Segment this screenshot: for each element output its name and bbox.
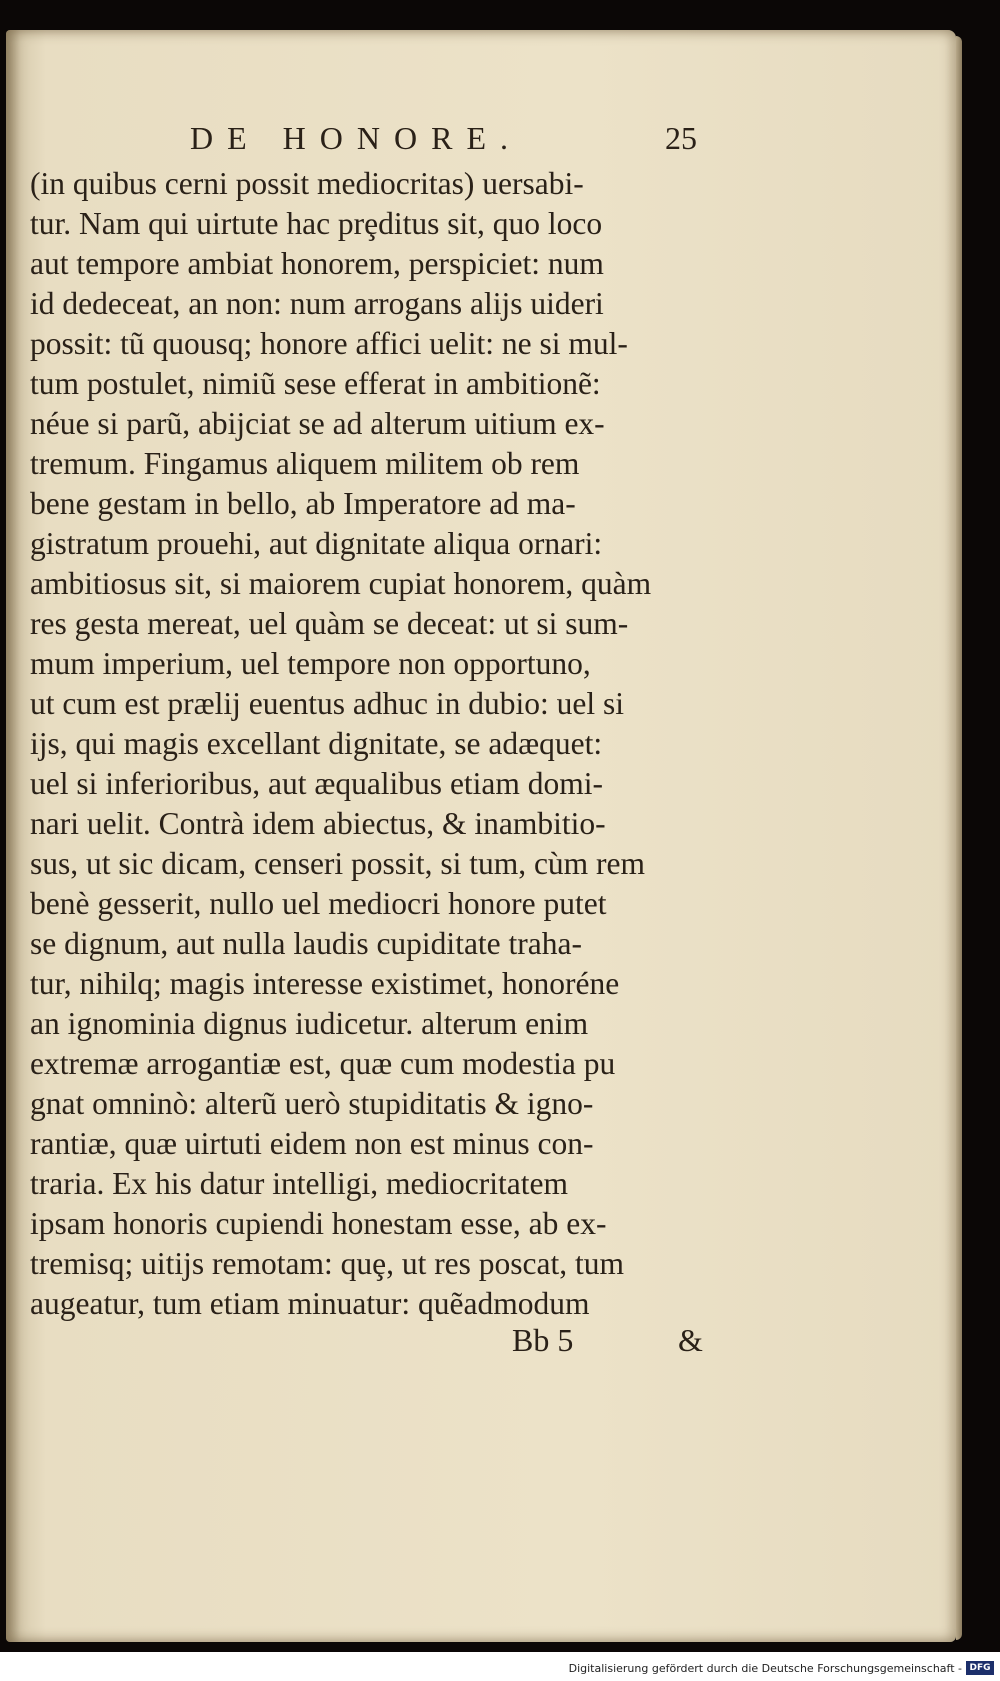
text-line: uel si inferioribus, aut æqualibus etiam domi- bbox=[30, 766, 604, 801]
page-number: 25 bbox=[665, 120, 697, 156]
text-line: tum postulet, nimiũ sese efferat in ambitionẽ: bbox=[30, 366, 601, 401]
text-line: tur. Nam qui uirtute hac prȩditus sit, quo loco bbox=[30, 206, 603, 241]
text-line: aut tempore ambiat honorem, perspiciet: num bbox=[30, 246, 604, 281]
body-text bbox=[30, 164, 720, 1324]
page-edge bbox=[956, 36, 962, 1640]
text-line: gnat omninò: alterũ uerò stupiditatis & igno- bbox=[30, 1086, 594, 1121]
text-line: nari uelit. Contrà idem abiectus, & inambitio- bbox=[30, 806, 606, 841]
text-line: bene gestam in bello, ab Imperatore ad ma- bbox=[30, 486, 576, 521]
text-line: rantiæ, quæ uirtuti eidem non est minus con- bbox=[30, 1126, 594, 1161]
digitization-credit: Digitalisierung gefördert durch die Deutsche Forschungsgemeinschaft - bbox=[568, 1662, 962, 1675]
text-line: traria. Ex his datur intelligi, mediocritatem bbox=[30, 1166, 568, 1201]
text-line: mum imperium, uel tempore non opportuno, bbox=[30, 646, 591, 681]
text-line: augeatur, tum etiam minuatur: quẽadmodum bbox=[30, 1286, 590, 1321]
running-title: DE HONORE. bbox=[190, 120, 522, 156]
text-line: possit: tũ quousq; honore affici uelit: ne si mul- bbox=[30, 326, 628, 361]
text-line: ipsam honoris cupiendi honestam esse, ab ex- bbox=[30, 1206, 607, 1241]
signature-mark: Bb 5 bbox=[512, 1322, 574, 1358]
text-line: sus, ut sic dicam, censeri possit, si tum, cùm rem bbox=[30, 846, 646, 881]
text-line: se dignum, aut nulla laudis cupiditate traha- bbox=[30, 926, 582, 961]
text-line: tremum. Fingamus aliquem militem ob rem bbox=[30, 446, 580, 481]
text-line: tur, nihilq; magis interesse existimet, honoréne bbox=[30, 966, 620, 1001]
text-line: tremisq; uitijs remotam: quȩ, ut res poscat, tum bbox=[30, 1246, 625, 1281]
text-line: an ignominia dignus iudicetur. alterum enim bbox=[30, 1006, 589, 1041]
text-line: ijs, qui magis excellant dignitate, se adæquet: bbox=[30, 726, 603, 761]
text-line: extremæ arrogantiæ est, quæ cum modestia pu bbox=[30, 1046, 616, 1081]
text-line: id dedeceat, an non: num arrogans alijs uideri bbox=[30, 286, 604, 321]
text-line: ut cum est prælij euentus adhuc in dubio: uel si bbox=[30, 686, 625, 721]
text-line: (in quibus cerni possit mediocritas) uersabi- bbox=[30, 166, 584, 201]
text-line: gistratum prouehi, aut dignitate aliqua ornari: bbox=[30, 526, 603, 561]
text-line: benè gesserit, nullo uel mediocri honore putet bbox=[30, 886, 607, 921]
text-line: res gesta mereat, uel quàm se deceat: ut si sum- bbox=[30, 606, 629, 641]
dfg-logo-icon: DFG bbox=[966, 1661, 994, 1675]
text-line: néue si parũ, abijciat se ad alterum uitium ex- bbox=[30, 406, 605, 441]
catchword: & bbox=[678, 1322, 703, 1358]
text-line: ambitiosus sit, si maiorem cupiat honorem, quàm bbox=[30, 566, 652, 601]
